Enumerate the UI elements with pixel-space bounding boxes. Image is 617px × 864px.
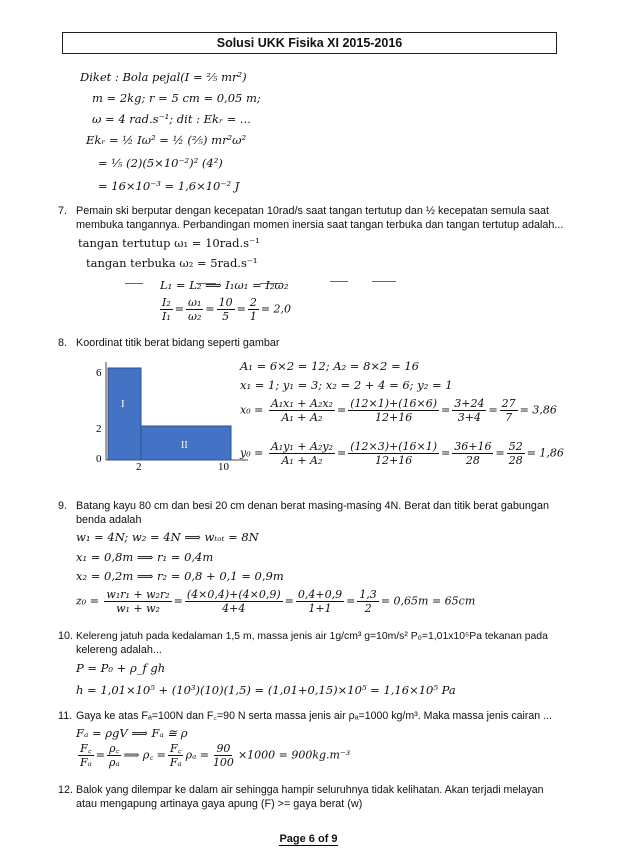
q8-x0-f1-top: A₁x₁ + A₂x₂ [270,397,333,410]
q11-number: 11. [58,710,73,722]
q8-y0-f4-bot: 28 [508,454,523,467]
q11-math-1: Fₐ = ρgV ⟹ Fₐ ≅ ρ [76,726,188,740]
q10-number: 10. [58,630,74,642]
q9-math-3: x₂ = 0,2m ⟹ r₂ = 0,8 + 0,1 = 0,9m [76,569,284,583]
q7-frac-mid-bot: ω₂ [187,310,202,323]
q11-fb-bot: ρₐ [108,756,120,769]
q9-result: = 0,65m = 65cm [380,594,476,608]
q11-mid: ⟹ ρ꜀ = [123,748,166,762]
q8-x0-f3-bot: 3+4 [457,411,481,424]
q11-fa-top: F꜀ [80,742,92,755]
q7-frac-n-top: 10 [218,296,233,309]
q11-fc-top: F꜀ [170,742,182,755]
q11-text-1: Gaya ke atas Fₐ=100N dan F꜀=90 N serta massa jenis air ρₐ=1000 kg/m³. Maka massa jenis cairan ... [76,710,552,722]
q7-text-2: membuka tangannya. Perbandingan momen inersia saat tangan terbuka dan tangan tertutup adalah... [76,219,564,231]
q8-y0-lhs: y₀ [240,446,251,460]
y-tick-6: 6 [96,367,102,379]
q11-tail: ×1000 = 900kg.m⁻³ [237,748,351,762]
q7-frac-lhs-top: I₂ [162,296,171,309]
red-mark-5 [372,281,396,282]
page-total: 9 [331,833,338,845]
top-line-4: Ekᵣ = ½ Iω² = ½ (⅖) mr²ω² [86,133,247,147]
y-tick-2: 2 [96,423,102,435]
red-mark-1 [125,283,143,284]
q12-number: 12. [58,784,74,796]
q7-text-1: Pemain ski berputar dengan kecepatan 10rad/s saat tangan tertutup dan ½ kecepatan semula saat [76,205,549,217]
q11-rho: ρₐ = [185,748,209,762]
q8-x0-f4-bot: 7 [505,411,513,424]
q8-y0-equation: y₀ = $\frac{\text{A₁y₁ + A₂y₂}}{\text{A₁ + A₂}}$ = $\frac{(12\times 3)+(16\times 1)}{12+16}$ = $\frac{36+16}{28}$ = $\frac{52}{28}$ = 1,86 [240,440,564,467]
q8-y0-f3-bot: 28 [465,454,480,467]
q8-number: 8. [58,337,68,349]
q8-x0-result: = 3,86 [519,403,557,417]
q7-result: = 2,0 [260,302,292,316]
q8-math-1: A₁ = 6×2 = 12; A₂ = 8×2 = 16 [240,359,419,373]
shape-region-1 [108,368,141,460]
q12-text-2: atau mengapung artinaya gaya apung (F) >= gaya berat (w) [76,798,363,810]
q9-z0-equation: z₀ = $\frac{\text{w₁r₁ + w₂r₂}}{\text{w₁ + w₂}}$ = $\frac{(4\times 0,4)+(4\times 0,9)}{4+4}$ = $\frac{0,4+0,9}{1+1}$ = $\frac{1,3}{2}$ = 0,65m = 65cm [76,588,476,615]
page-prefix: Page [279,833,309,845]
q11-fb-top: ρ꜀ [109,742,120,755]
q7-frac-mid-top: ω₁ [187,296,202,309]
q8-y0-f2-bot: 12+16 [375,454,413,467]
q7-frac-lhs-bot: I₁ [162,310,171,323]
page-mid: of [314,833,332,845]
q7-frac-r-top: 2 [249,296,257,309]
q8-x0-lhs: x₀ = [240,403,264,417]
page-indicator [279,833,337,846]
q8-x0-f3-top: 3+24 [454,397,485,410]
q9-f4-top: 1,3 [359,588,377,601]
q8-x0-f2-bot: 12+16 [375,411,413,424]
top-line-6: = 16×10⁻³ = 1,6×10⁻² J [98,179,240,193]
q10-math-1: P = P₀ + ρ_f gh [76,661,166,675]
q10-text-1: Kelereng jatuh pada kedalaman 1,5 m, massa jenis air 1g/cm³ g=10m/s² P₀=1,01x10⁵Pa tekanan pada [76,631,548,642]
q9-f2-top: (4×0,4)+(4×0,9) [186,588,281,601]
q11-fc-bot: Fₐ [169,756,182,769]
q9-math-1: w₁ = 4N; w₂ = 4N ⟹ wₜₒₜ = 8N [76,530,259,544]
q10-text-2: kelereng adalah... [76,644,162,656]
region-2-label: II [181,440,188,451]
page-header: Solusi UKK Fisika XI 2015-2016 [62,32,557,54]
q11-fd-bot: 100 [212,756,234,769]
q8-y0-result: = 1,86 [526,446,564,460]
center-of-mass-figure [88,362,248,472]
q8-text: Koordinat titik berat bidang seperti gambar [76,337,280,349]
q9-text-2: benda adalah [76,514,142,526]
q9-f4-bot: 2 [364,602,372,615]
q8-x0-f1-bot: A₁ + A₂ [281,411,323,424]
q7-ratio-equation: $\frac{\text{I₂}}{\text{I₁}}$ = $\frac{\text{ω₁}}{\text{ω₂}}$ = $\frac{10}{5}$ = $\frac{2}{1}$ = 2,0 [162,296,292,323]
q11-fa-bot: Fₐ [80,756,92,769]
y-tick-0: 0 [96,453,102,465]
q9-text-1: Batang kayu 80 cm dan besi 20 cm denan berat masing-masing 4N. Berat dan titik berat gabungan [76,500,549,512]
q9-f3-bot: 1+1 [308,602,332,615]
top-line-5: = ⅕ (2)(5×10⁻²)² (4²) [98,156,223,170]
q8-x0-equation: x₀ = $\frac{\text{A₁x₁ + A₂x₂}}{\text{A₁ + A₂}}$ = $\frac{(12\times 1)+(16\times 6)}{12+16}$ = $\frac{3+24}{3+4}$ = $\frac{27}{7}$ = 3,86 [240,397,557,424]
q11-fd-top: 90 [216,742,231,755]
q8-x0-f2-top: (12×1)+(16×6) [350,397,438,410]
q10-math-2: h = 1,01×10⁵ + (10³)(10)(1,5) = (1,01+0,15)×10⁵ = 1,16×10⁵ Pa [76,683,456,697]
top-line-3: ω = 4 rad.s⁻¹; dit : Ekᵣ = ... [92,112,251,126]
x-tick-2: 2 [136,461,142,472]
x-tick-10: 10 [218,461,229,472]
q8-y0-f1-bot: A₁ + A₂ [281,454,323,467]
q9-f1-top: w₁r₁ + w₂r₂ [106,588,170,601]
q9-math-2: x₁ = 0,8m ⟹ r₁ = 0,4m [76,550,214,564]
red-mark-4 [330,281,348,282]
q9-f3-top: 0,4+0,9 [297,588,343,601]
q7-frac-r-bot: 1 [249,310,257,323]
page-number: 6 [308,833,315,845]
q8-x0-f4-top: 27 [501,397,516,410]
q8-y0-f1-top: A₁y₁ + A₂y₂ [270,440,334,453]
q12-text-1: Balok yang dilempar ke dalam air sehingga hampir seluruhnya tidak kelihatan. Akan terjadi melayan [76,784,544,796]
q7-math-1: tangan tertutup ω₁ = 10rad.s⁻¹ [78,236,260,250]
q7-frac-n-bot: 5 [222,310,230,323]
q11-ratio-equation: $\frac{F꜀}{\text{Fₐ}}$ = $\frac{\rho꜀}{\text{ρₐ}}$ ⟹ ρ꜀ = $\frac{F꜀}{\text{Fₐ}}$ ρₐ = $\frac{90}{100}$ ×1000 = 900kg.m⁻³ [80,742,351,769]
top-line-2: m = 2kg; r = 5 cm = 0,05 m; [92,91,261,105]
q8-y0-f4-top: 52 [508,440,523,453]
q9-number: 9. [58,500,68,512]
q9-z0-lhs: z₀ = [76,594,99,608]
q8-math-2: x₁ = 1; y₁ = 3; x₂ = 2 + 4 = 6; y₂ = 1 [240,378,453,392]
region-1-label: I [121,398,125,410]
top-line-1: Diket : Bola pejal(I = ⅖ mr²) [80,70,247,84]
q7-number: 7. [58,205,68,217]
q8-y0-f3-top: 36+16 [454,440,492,453]
q9-f1-bot: w₁ + w₂ [116,602,160,615]
q7-math-3: L₁ = L₂ ⟹ I₁ω₁ = I₂ω₂ [160,278,289,292]
q9-f2-bot: 4+4 [222,602,246,615]
page-footer [0,833,617,845]
q7-math-2: tangan terbuka ω₂ = 5rad.s⁻¹ [86,256,258,270]
q8-y0-f2-top: (12×3)+(16×1) [350,440,438,453]
